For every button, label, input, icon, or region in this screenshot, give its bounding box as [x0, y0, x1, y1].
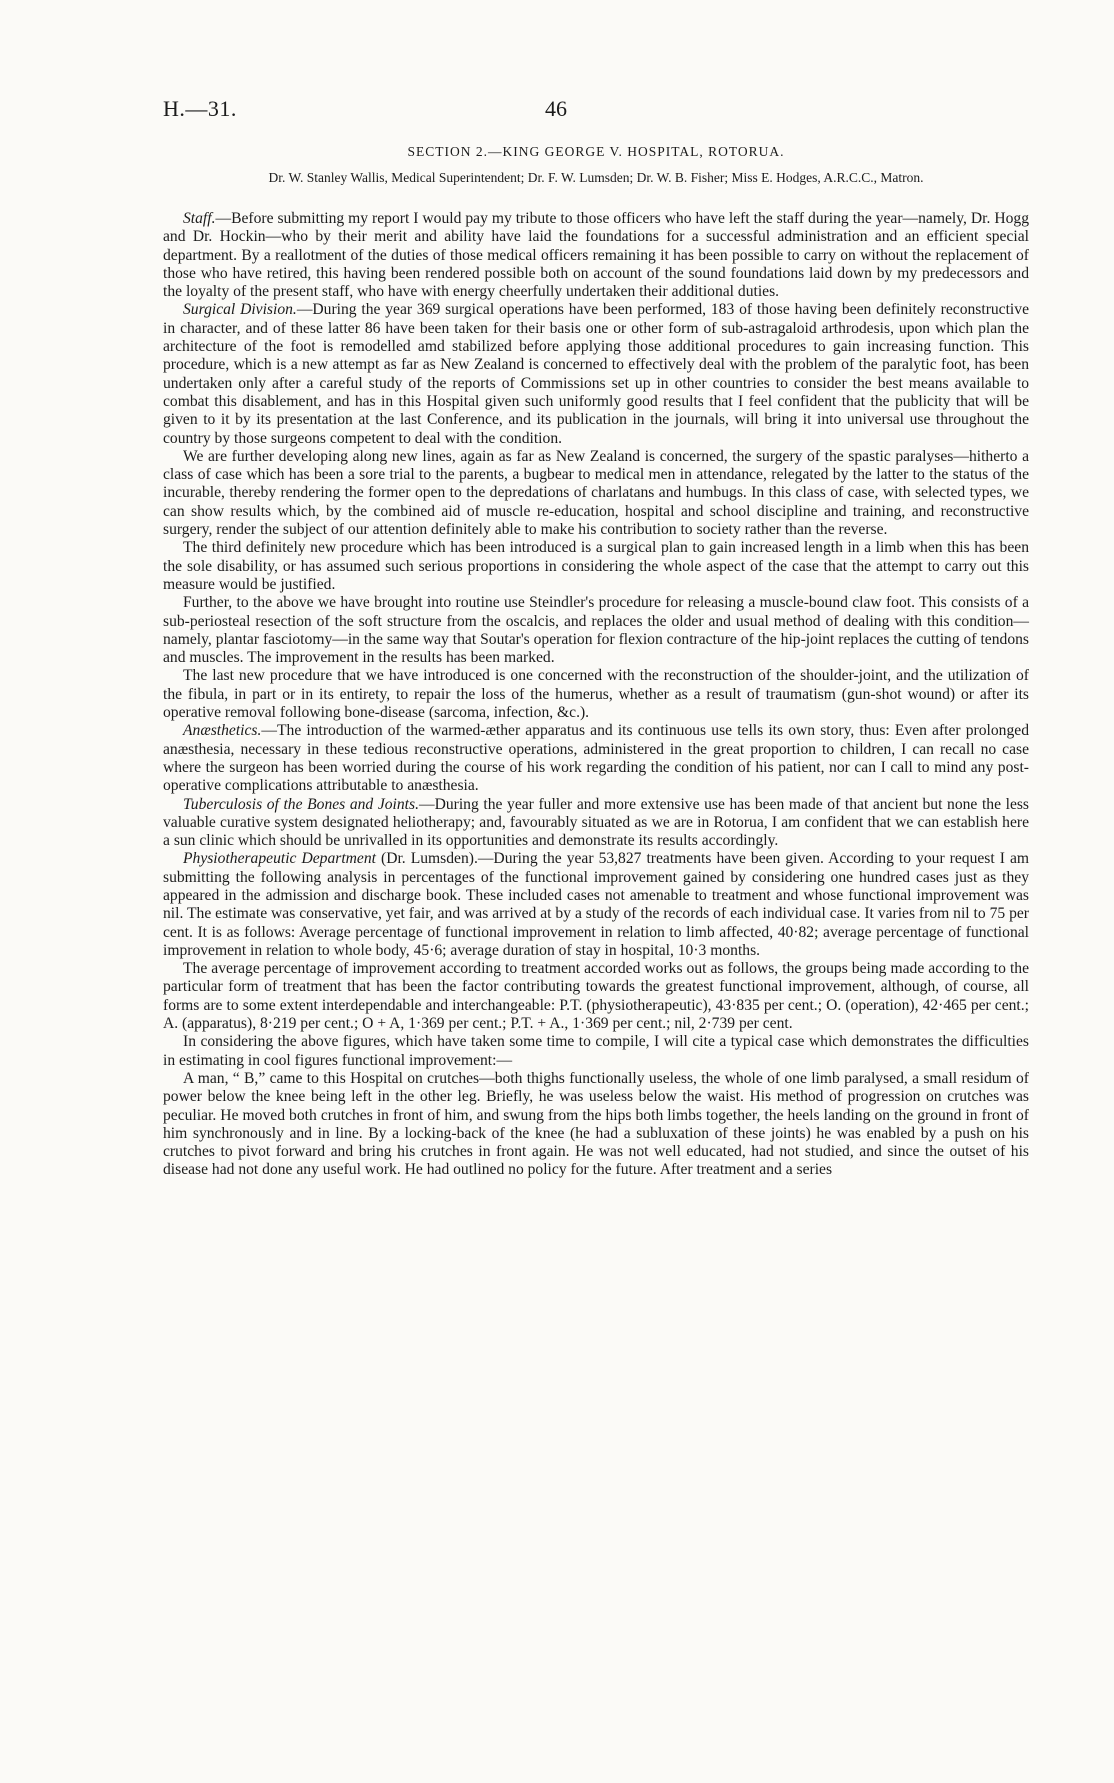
paragraph-text: (Dr. Lumsden).—During the year 53,827 treatments have been given. According to your request I am submitting the following analysis in percentages of the functional improvement gained by considering one hundred cases just as they appeared in the admission and discharge book. These included cases not amenable to treatment and whose functional improvement was nil. The estimate was conservative, yet fair, and was arrived at by a study of the records of each individual case. It varies from nil to 75 per cent. It is as follows: Average percentage of functional improvement in relation to limb affected, 40·82; average percentage of functional improvement in relation to whole body, 45·6; average duration of stay in hospital, 10·3 months.	[163, 850, 1029, 959]
paragraph-physiotherapeutic	[163, 850, 1029, 960]
body-text	[163, 210, 1030, 1180]
paragraph-limb-length	[163, 539, 1029, 594]
paragraph-lead: Surgical Division.	[183, 301, 297, 319]
paragraph-text: —Before submitting my report I would pay my tribute to those officers who have left the staff during the year—namely, Dr. Hogg and Dr. Hockin—who by their merit and ability have laid the foundations for a successful administration and an efficient special department. By a reallotment of the duties of those medical officers remaining it has been possible to carry on without the replacement of those who have retired, this having been rendered possible both on account of the sound foundations laid down by my predecessors and the loyalty of the present staff, who have with energy cheerfully undertaken their additional duties.	[163, 210, 1029, 301]
paragraph-typical-case	[163, 1033, 1029, 1070]
paragraph-lead: Physiotherapeutic Department	[183, 850, 376, 868]
paragraph-text: We are further developing along new lines, again as far as New Zealand is concerned, the surgery of the spastic paralyses—hitherto a class of case which has been a sore trial to the parents, a bugbear to medical men in attendance, relegated by the latter to the status of the incurable, thereby rendering the former open to the depredations of charlatans and humbugs. In this class of case, with selected types, we can show results which, by the combined aid of muscle re-education, hospital and school discipline and training, and reconstructive surgery, render the subject of our attention definitely able to make his contribution to society rather than the reverse.	[163, 447, 1029, 539]
paragraph-text: In considering the above figures, which have taken some time to compile, I will cite a typical case which demonstrates the difficulties in estimating in cool figures functional improvement:—	[163, 1033, 1029, 1069]
paragraph-treatment-percentages	[163, 960, 1029, 1033]
page-number: 46	[545, 96, 567, 121]
document-reference: H.—31.	[163, 96, 237, 121]
paragraph-surgical-division	[163, 301, 1029, 447]
paragraph-tuberculosis	[163, 796, 1029, 851]
paragraph-lead: Staff.	[183, 210, 216, 227]
paragraph-text: A man, “ B,” came to this Hospital on crutches—both thighs functionally useless, the whole of one limb paralysed, a small residum of power below the knee being left in the other leg. Briefly, he was useless below the waist. His method of progression on crutches was peculiar. He moved both crutches in front of him, and swung from the hips both limbs together, the heels landing on the ground in front of him synchronously and in line. By a locking-back of the knee (he had a subluxation of these joints) he was enabled by a push on his crutches to pivot forward and bring his crutches in front again. He was not well educated, had not studied, and since the outset of his disease had not done any useful work. He had outlined no policy for the future. After treatment and a series	[163, 1069, 1029, 1179]
paragraph-text: Further, to the above we have brought into routine use Steindler's procedure for releasing a muscle-bound claw foot. This consists of a sub-periosteal resection of the soft structure from the oscalcis, and replaces the older and usual method of dealing with this condition—namely, plantar fasciotomy—in the same way that Soutar's operation for flexion contracture of the hip-joint replaces the cutting of tendons and muscles. The improvement in the results has been marked.	[163, 594, 1029, 667]
paragraph-text: The last new procedure that we have introduced is one concerned with the reconstruction of the shoulder-joint, and the utilization of the fibula, in part or in its entirety, to repair the loss of the humerus, whether as a result of traumatism (gun-shot wound) or after its operative removal following bone-disease (sarcoma, infection, &c.).	[163, 667, 1029, 722]
paragraph-lead: Tuberculosis of the Bones and Joints.	[183, 795, 419, 813]
paragraph-case-b	[163, 1070, 1029, 1180]
paragraph-spastic-paralyses	[163, 448, 1029, 539]
section-title: SECTION 2.—KING GEORGE V. HOSPITAL, ROTORUA.	[407, 144, 785, 159]
paragraph-anaesthetics	[163, 722, 1029, 795]
staff-list: Dr. W. Stanley Wallis, Medical Superintendent; Dr. F. W. Lumsden; Dr. W. B. Fisher; Miss E. Hodges, A.R.C.C., Matron.	[268, 170, 924, 185]
paragraph-text: —The introduction of the warmed-æther apparatus and its continuous use tells its own story, thus: Even after prolonged anæsthesia, necessary in these tedious reconstructive operations, administered in the great proportion to children, I can recall no case where the surgeon has been worried during the course of his work regarding the condition of his patient, nor can I call to mind any post-operative complications attributable to anæsthesia.	[163, 722, 1029, 795]
paragraph-text: —During the year 369 surgical operations have been performed, 183 of those having been definitely reconstructive in character, and of these latter 86 have been taken for their basis one or other form of sub-astragaloid arthrodesis, upon which plan the architecture of the foot is remodelled amd stabilized before applying those additional procedures to gain increasing function. This procedure, which is a new attempt as far as New Zealand is concerned to effectively deal with the problem of the paralytic foot, has been undertaken only after a careful study of the reports of Commissions set up in other countries to consider the best means available to combat this disablement, and has in this Hospital given such uniformly good results that I feel confident that the publicity that will be given to it by its presentation at the last Conference, and its publication in the journals, will bring it into universal use throughout the country by those surgeons competent to deal with the condition.	[163, 301, 1029, 447]
paragraph-text: The average percentage of improvement according to treatment accorded works out as follows, the groups being made according to the particular form of treatment that has been the factor contributing towards the greatest functional improvement, although, of course, all forms are to some extent interdependable and interchangeable: P.T. (physiotherapeutic), 43·835 per cent.; O. (operation), 42·465 per cent.; A. (apparatus), 8·219 per cent.; O + A, 1·369 per cent.; P.T. + A., 1·369 per cent.; nil, 2·739 per cent.	[163, 960, 1029, 1033]
paragraph-list	[163, 210, 1029, 1180]
paragraph-shoulder-joint	[163, 667, 1029, 722]
paragraph-text: —During the year fuller and more extensive use has been made of that ancient but none the less valuable curative system designated heliotherapy; and, favourably situated as we are in Rotorua, I am confident that we can establish here a sun clinic which should be unrivalled in its opportunities and demonstrate its results accordingly.	[163, 795, 1030, 850]
paragraph-staff	[163, 210, 1029, 301]
paragraph-lead: Anæsthetics.	[183, 722, 262, 740]
paragraph-claw-foot	[163, 594, 1029, 667]
paragraph-text: The third definitely new procedure which has been introduced is a surgical plan to gain increased length in a limb when this has been the sole disability, or has assumed such serious proportions in considering the whole aspect of the case that the attempt to carry out this measure would be justified.	[163, 539, 1029, 593]
